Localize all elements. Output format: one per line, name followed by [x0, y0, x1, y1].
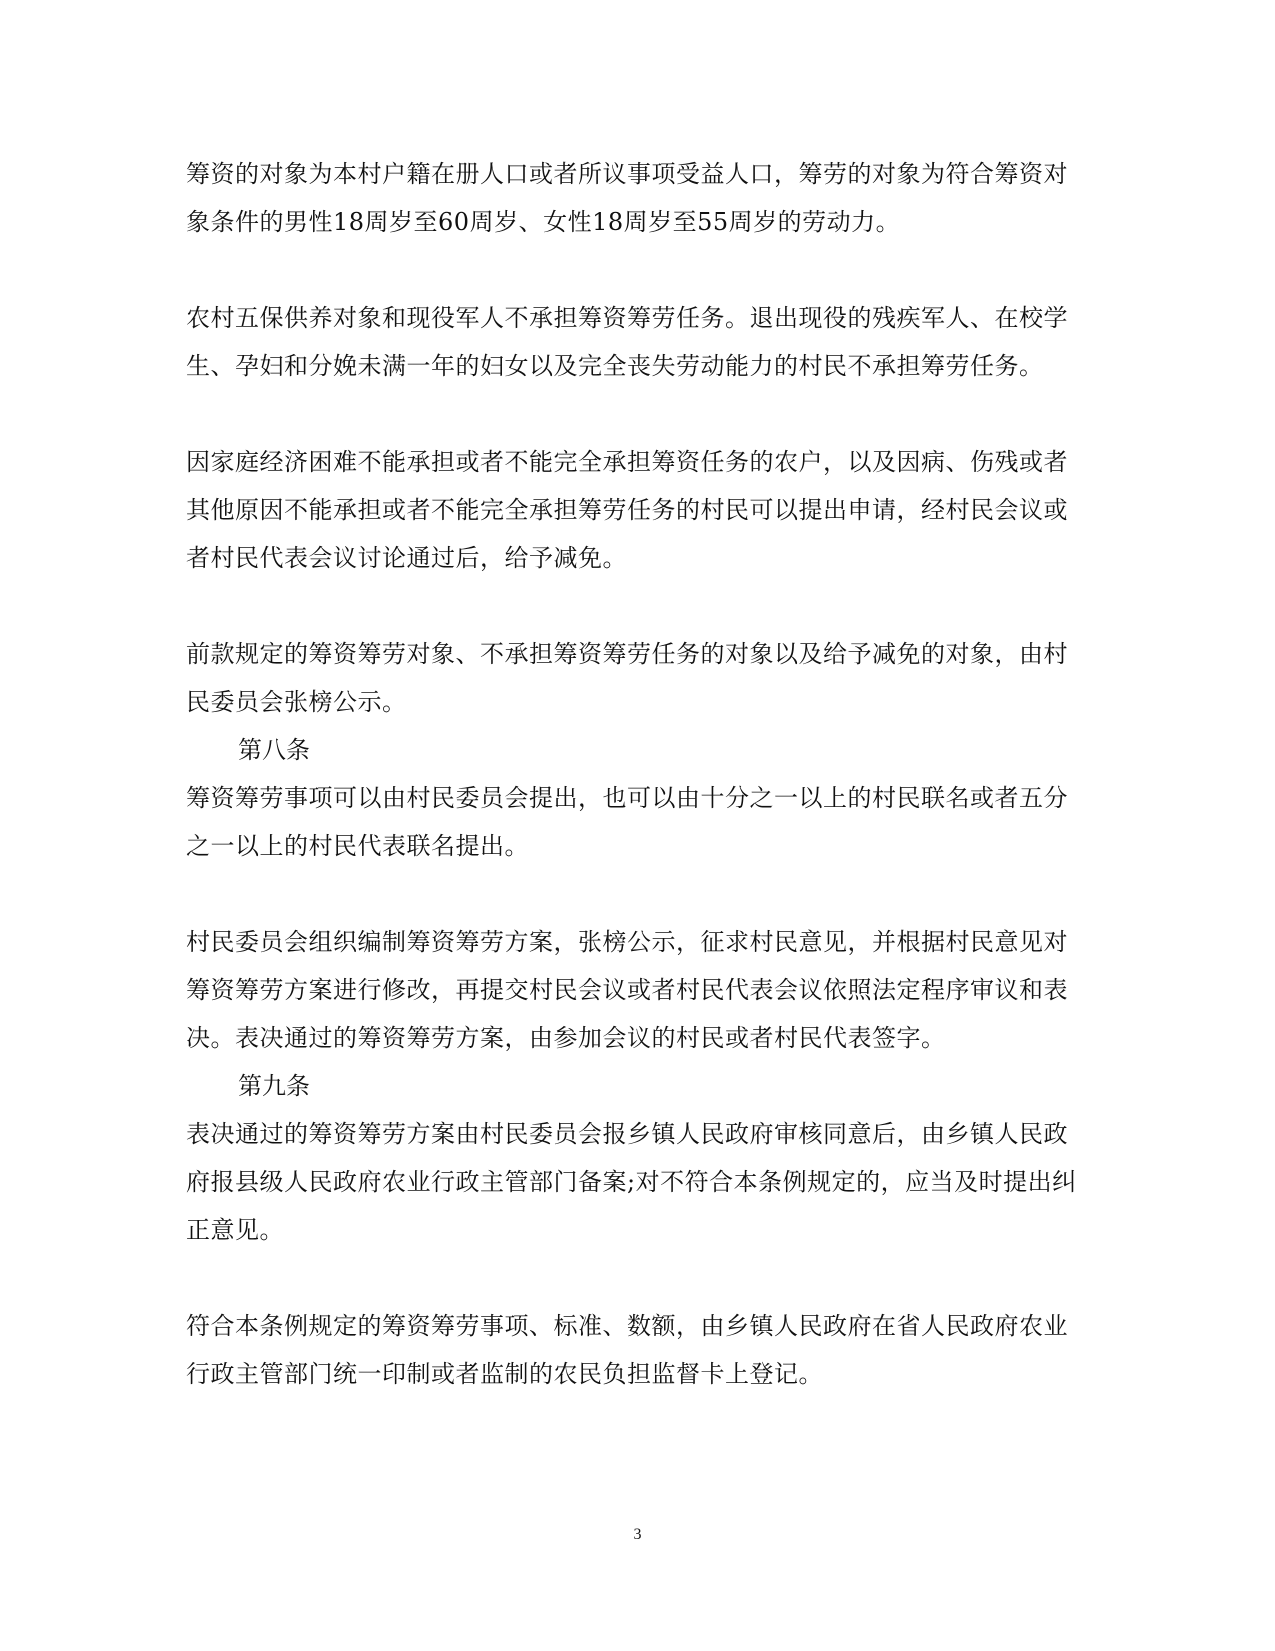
paragraph-plan-drafting: 村民委员会组织编制筹资筹劳方案，张榜公示，征求村民意见，并根据村民意见对筹资筹劳方案进行修改，再提交村民会议或者村民代表会议依照法定程序审议和表决。表决通过的筹资筹劳方案，由参加会议的村民或者村民代表签字。: [186, 928, 1068, 1052]
paragraph-funding-targets: 筹资的对象为本村户籍在册人口或者所议事项受益人口，筹劳的对象为符合筹资对象条件的男性18周岁至60周岁、女性18周岁至55周岁的劳动力。: [186, 160, 1068, 236]
document-body: [186, 150, 1091, 1398]
article-8-heading: 第八条: [238, 736, 310, 764]
paragraph-public-notice: 前款规定的筹资筹劳对象、不承担筹资筹劳任务的对象以及给予减免的对象，由村民委员会张榜公示。: [186, 640, 1068, 716]
article-9-heading: 第九条: [238, 1072, 310, 1100]
paragraph-reductions: 因家庭经济困难不能承担或者不能完全承担筹资任务的农户，以及因病、伤残或者其他原因不能承担或者不能完全承担筹劳任务的村民可以提出申请，经村民会议或者村民代表会议讨论通过后，给予减免。: [186, 448, 1068, 572]
paragraph-registration: 符合本条例规定的筹资筹劳事项、标准、数额，由乡镇人民政府在省人民政府农业行政主管部门统一印制或者监制的农民负担监督卡上登记。: [186, 1312, 1068, 1388]
paragraph-approval-filing: 表决通过的筹资筹劳方案由村民委员会报乡镇人民政府审核同意后，由乡镇人民政府报县级人民政府农业行政主管部门备案;对不符合本条例规定的，应当及时提出纠正意见。: [186, 1120, 1077, 1244]
page-number: 3: [633, 1526, 642, 1543]
paragraph-exemptions: 农村五保供养对象和现役军人不承担筹资筹劳任务。退出现役的残疾军人、在校学生、孕妇和分娩未满一年的妇女以及完全丧失劳动能力的村民不承担筹劳任务。: [186, 304, 1068, 380]
paragraph-proposal: 筹资筹劳事项可以由村民委员会提出，也可以由十分之一以上的村民联名或者五分之一以上的村民代表联名提出。: [186, 784, 1068, 860]
